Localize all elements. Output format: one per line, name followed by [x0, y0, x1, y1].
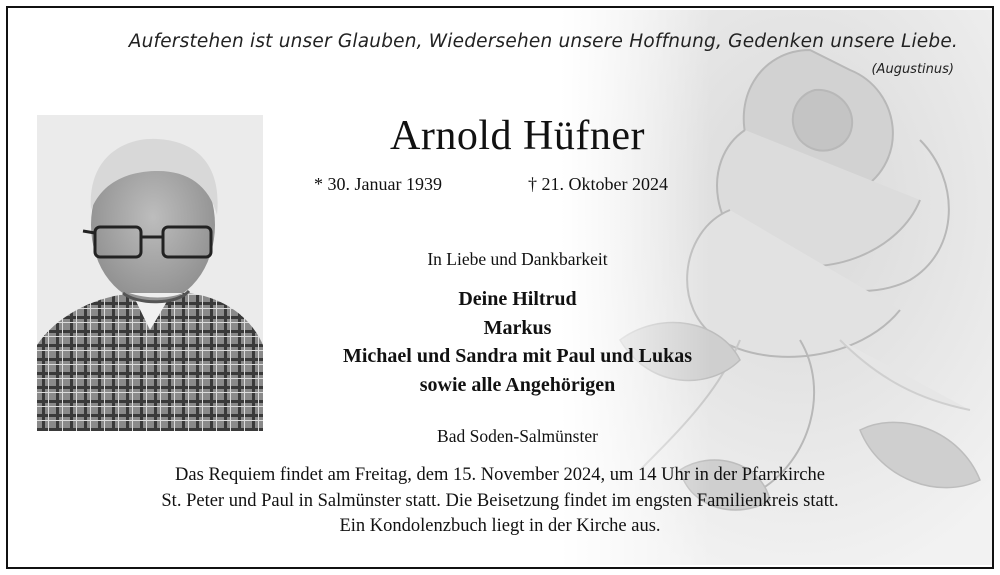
mourner-line: Deine Hiltrud [458, 288, 577, 310]
portrait-photo [37, 115, 263, 431]
requiem-notice [20, 463, 980, 540]
mourners-list [250, 285, 785, 399]
deceased-name: Arnold Hüfner [390, 113, 645, 159]
requiem-line: Das Requiem findet am Freitag, dem 15. November 2024, um 14 Uhr in der Pfarrkirche [175, 465, 825, 485]
motto-author: (Augustinus) [871, 62, 954, 77]
motto-quote: Auferstehen ist unser Glauben, Wiedersehen unsere Hoffnung, Gedenken unsere Liebe. [128, 31, 958, 52]
birth-date: * 30. Januar 1939 [314, 174, 442, 194]
place-name: Bad Soden-Salmünster [437, 426, 598, 446]
requiem-line: Ein Kondolenzbuch liegt in der Kirche aus. [339, 516, 661, 536]
portrait-illustration [37, 115, 263, 431]
mourner-line: Markus [483, 316, 552, 339]
requiem-line: St. Peter und Paul in Salmünster statt. Die Beisetzung findet im engsten Familienkreis statt. [161, 490, 839, 511]
mourner-line: Michael und Sandra mit Paul und Lukas [343, 345, 692, 367]
dedication-line: In Liebe und Dankbarkeit [427, 249, 608, 269]
death-date: † 21. Oktober 2024 [528, 174, 668, 194]
mourner-line: sowie alle Angehörigen [419, 373, 616, 396]
